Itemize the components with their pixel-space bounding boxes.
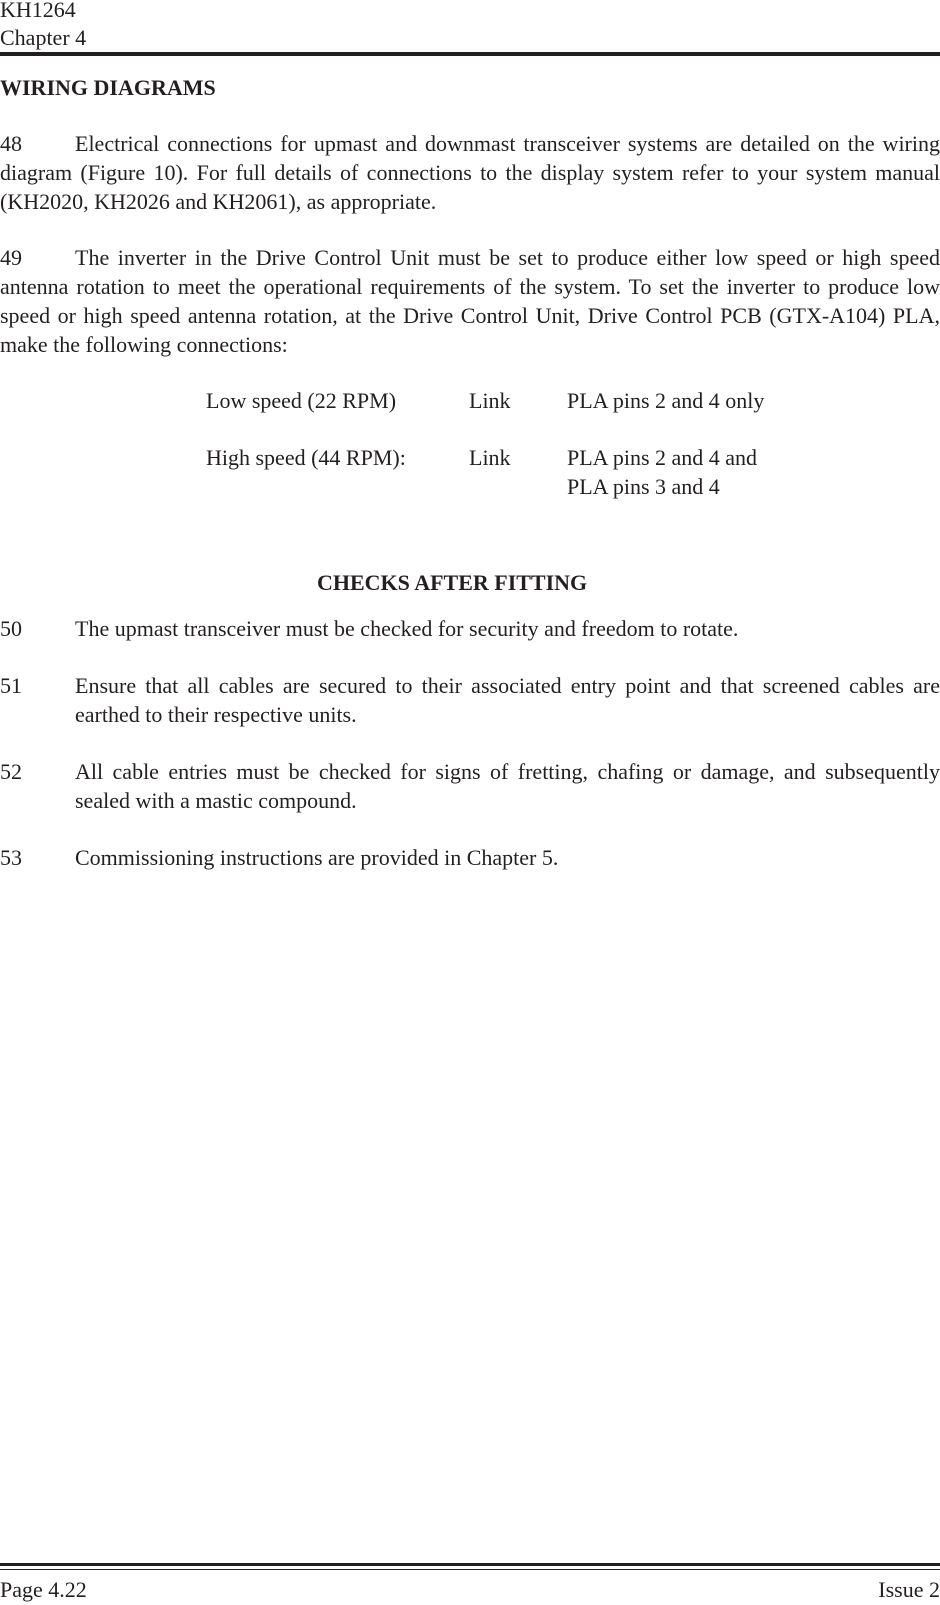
speed-pins-high-1: PLA pins 2 and 4 and xyxy=(567,445,758,470)
paragraph-49 xyxy=(0,243,940,359)
paragraph-text: The inverter in the Drive Control Unit must be set to produce either low speed or high speed antenna rotation to meet the operational requirements of the system. To set the inverter to produce low speed or high speed antenna rotation, at the Drive Control Unit, Drive Control PCB (GTX-A104) PLA, make the following connections: xyxy=(0,245,940,357)
speed-label-low: Low speed (22 RPM) xyxy=(206,388,397,413)
paragraph-text: The upmast transceiver must be checked for security and freedom to rotate. xyxy=(75,616,739,641)
issue-number: Issue 2 xyxy=(878,1577,940,1602)
speed-pins-low: PLA pins 2 and 4 only xyxy=(567,388,765,413)
paragraph-52 xyxy=(0,757,940,815)
section-heading-wiring-diagrams: WIRING DIAGRAMS xyxy=(0,75,216,100)
speed-action-low: Link xyxy=(469,388,511,413)
paragraph-48 xyxy=(0,129,940,216)
section-heading-checks-after-fitting: CHECKS AFTER FITTING xyxy=(317,570,588,595)
paragraph-53 xyxy=(0,843,940,872)
paragraph-number: 50 xyxy=(0,616,22,641)
paragraph-text: Electrical connections for upmast and downmast transceiver systems are detailed on the wiring diagram (Figure 10). For full details of connections to the display system refer to your system manual (KH2020, KH2026 and KH2061), as appropriate. xyxy=(0,131,940,214)
footer-rule-thin xyxy=(0,1569,940,1570)
paragraph-number: 48 xyxy=(0,131,22,156)
paragraph-text: Ensure that all cables are secured to their associated entry point and that screened cables are earthed to their respective units. xyxy=(75,673,940,727)
paragraph-50 xyxy=(0,614,940,643)
paragraph-text: Commissioning instructions are provided in Chapter 5. xyxy=(75,845,559,870)
speed-action-high: Link xyxy=(469,445,511,470)
paragraph-text: All cable entries must be checked for signs of fretting, chafing or damage, and subsequently sealed with a mastic compound. xyxy=(75,759,940,813)
chapter-label: Chapter 4 xyxy=(0,25,87,50)
paragraph-51 xyxy=(0,671,940,729)
paragraph-number: 53 xyxy=(0,845,22,870)
paragraph-number: 51 xyxy=(0,673,22,698)
document-number: KH1264 xyxy=(0,0,76,22)
footer-rule-thick xyxy=(0,1563,940,1566)
speed-label-high: High speed (44 RPM): xyxy=(206,445,406,470)
paragraph-number: 52 xyxy=(0,759,22,784)
page-number: Page 4.22 xyxy=(0,1577,87,1602)
header-rule xyxy=(0,52,940,56)
paragraph-number: 49 xyxy=(0,245,22,270)
speed-pins-high-2: PLA pins 3 and 4 xyxy=(567,474,720,499)
